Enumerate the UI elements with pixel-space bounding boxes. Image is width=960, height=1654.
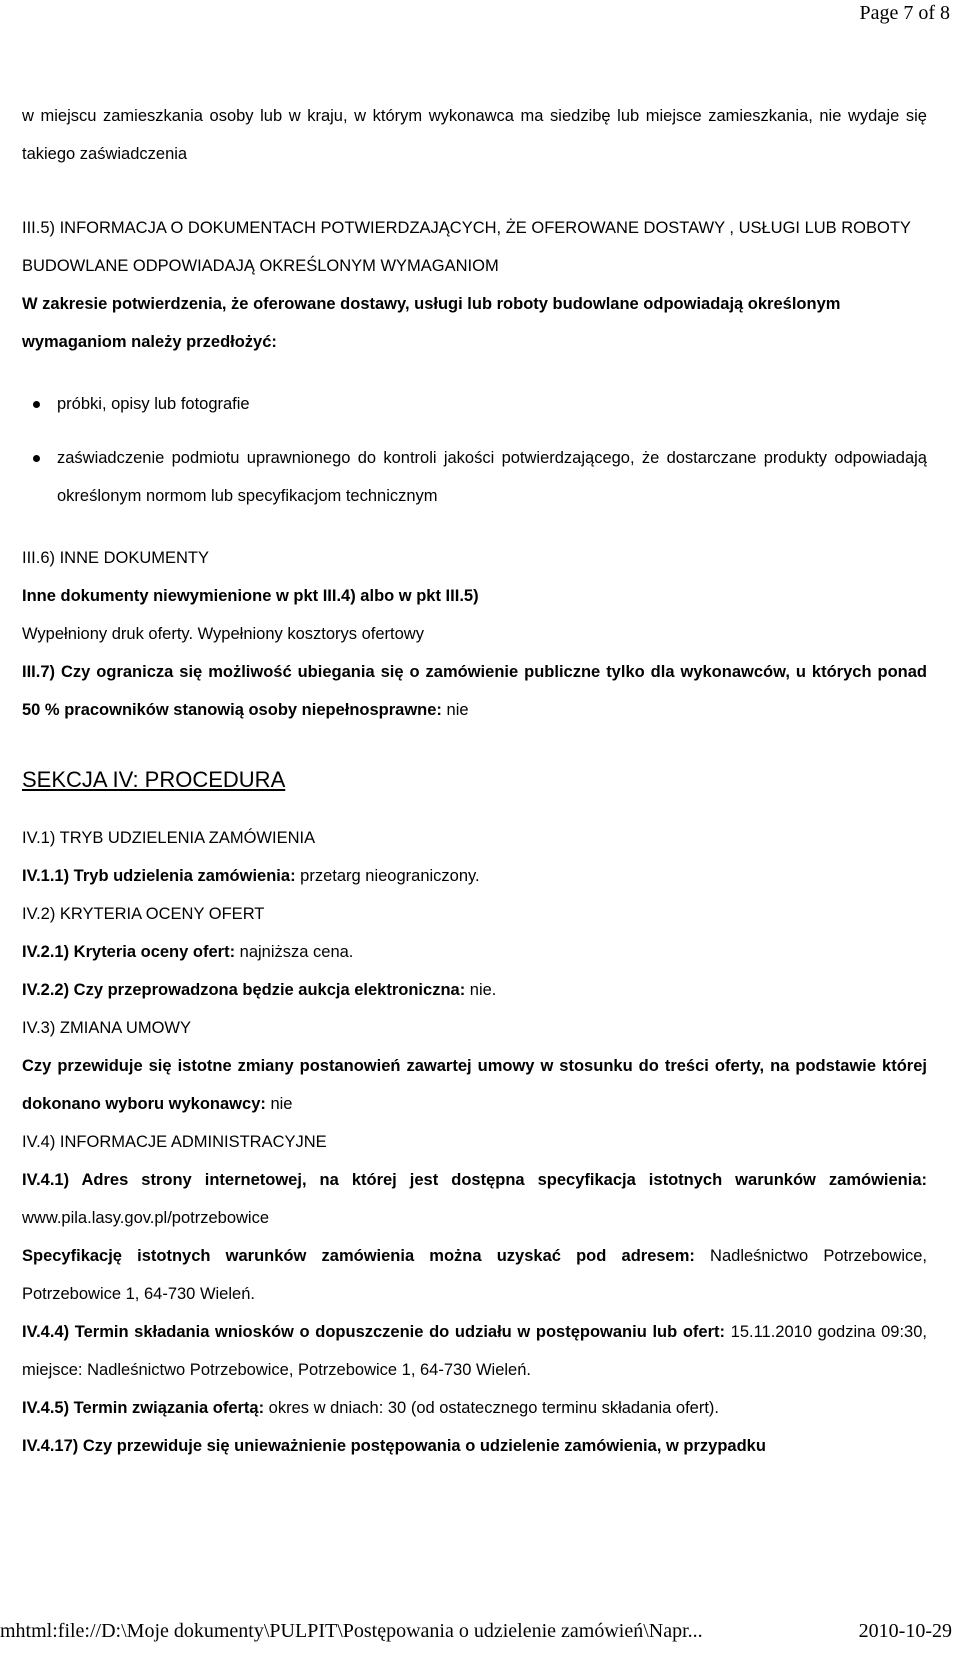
iv44-value: 15.11.2010 godzina 09:30, miejsce: Nadleśnictwo Potrzebowice, Potrzebowice 1, 64-730 Wieleń.	[22, 1323, 927, 1379]
section-iii5-question: W zakresie potwierdzenia, że oferowane dostawy, usługi lub roboty budowlane odpowiadają określonym wymaganiom należy przedłożyć:	[22, 295, 841, 351]
iv22-value: nie.	[465, 981, 497, 999]
footer-path: mhtml:file://D:\Moje dokumenty\PULPIT\Postępowania o udzielenie zamówień\Napr...	[0, 1620, 703, 1642]
iv21-row	[22, 933, 927, 971]
list-item	[22, 385, 927, 423]
iv417-question: IV.4.17) Czy przewiduje się unieważnienie postępowania o udzielenie zamówienia, w przypadku	[22, 1437, 766, 1455]
section-iii5-title: III.5) INFORMACJA O DOKUMENTACH POTWIERDZAJĄCYCH, ŻE OFEROWANE DOSTAWY , USŁUGI LUB ROBOTY BUDOWLANE ODPOWIADAJĄ OKREŚLONYM WYMAGANIOM	[22, 219, 911, 275]
spec-label: Specyfikację istotnych warunków zamówienia można uzyskać pod adresem:	[22, 1247, 695, 1265]
iv22-row	[22, 971, 927, 1009]
iv3-title: IV.3) ZMIANA UMOWY	[22, 1019, 191, 1037]
list-item-text: próbki, opisy lub fotografie	[57, 395, 250, 413]
iv3-question: Czy przewiduje się istotne zmiany postanowień zawartej umowy w stosunku do treści oferty, na podstawie której dokonano wyboru wykonawcy:	[22, 1057, 927, 1113]
iv3-answer: nie	[265, 1095, 293, 1113]
section-iii6-value: Wypełniony druk oferty. Wypełniony kosztorys ofertowy	[22, 625, 424, 643]
page-number: Page 7 of 8	[859, 2, 950, 24]
iv41-label: IV.4.1) Adres strony internetowej, na której jest dostępna specyfikacja istotnych warunków zamówienia:	[22, 1171, 927, 1189]
iv11-row	[22, 857, 927, 895]
footer-date: 2010-10-29	[858, 1620, 952, 1642]
list-item	[22, 439, 927, 515]
spec-row	[22, 1237, 927, 1313]
spec-value: Nadleśnictwo Potrzebowice, Potrzebowice 1, 64-730 Wieleń.	[22, 1247, 927, 1303]
iv11-value: przetarg nieograniczony.	[295, 867, 480, 885]
iv41-row	[22, 1161, 927, 1237]
bullet-icon	[33, 455, 40, 462]
iv21-value: najniższa cena.	[235, 943, 354, 961]
iv45-label: IV.4.5) Termin związania ofertą:	[22, 1399, 265, 1417]
iv44-row	[22, 1313, 927, 1389]
section-iii6-title: III.6) INNE DOKUMENTY	[22, 549, 210, 567]
iv41-value: www.pila.lasy.gov.pl/potrzebowice	[22, 1209, 270, 1227]
iv21-label: IV.2.1) Kryteria oceny ofert:	[22, 943, 236, 961]
section-iii7-answer: nie	[441, 701, 469, 719]
iv2-title: IV.2) KRYTERIA OCENY OFERT	[22, 905, 265, 923]
iv4-title: IV.4) INFORMACJE ADMINISTRACYJNE	[22, 1133, 327, 1151]
section-iii7-question: III.7) Czy ogranicza się możliwość ubiegania się o zamówienie publiczne tylko dla wykonawców, u których ponad 50 % pracowników stanowią osoby niepełnosprawne:	[22, 663, 927, 719]
section-iii6-subtitle: Inne dokumenty niewymienione w pkt III.4) albo w pkt III.5)	[22, 587, 479, 605]
section-iv-heading: SEKCJA IV: PROCEDURA	[22, 767, 286, 792]
bullet-icon	[33, 401, 40, 408]
iv11-label: IV.1.1) Tryb udzielenia zamówienia:	[22, 867, 296, 885]
iv3-row	[22, 1047, 927, 1123]
iv45-value: okres w dniach: 30 (od ostatecznego terminu składania ofert).	[264, 1399, 719, 1417]
paragraph-continuation: w miejscu zamieszkania osoby lub w kraju, w którym wykonawca ma siedzibę lub miejsce zamieszkania, nie wydaje się takiego zaświadczenia	[22, 107, 927, 163]
section-iii7	[22, 653, 927, 729]
iv22-label: IV.2.2) Czy przeprowadzona będzie aukcja elektroniczna:	[22, 981, 466, 999]
print-footer	[0, 1620, 952, 1643]
iv44-label: IV.4.4) Termin składania wniosków o dopuszczenie do udziału w postępowaniu lub ofert:	[22, 1323, 725, 1341]
iv45-row	[22, 1389, 927, 1427]
iv1-title: IV.1) TRYB UDZIELENIA ZAMÓWIENIA	[22, 829, 316, 847]
list-item-text: zaświadczenie podmiotu uprawnionego do kontroli jakości potwierdzającego, że dostarczane produkty odpowiadają określonym normom lub specyfikacjom technicznym	[57, 449, 927, 505]
